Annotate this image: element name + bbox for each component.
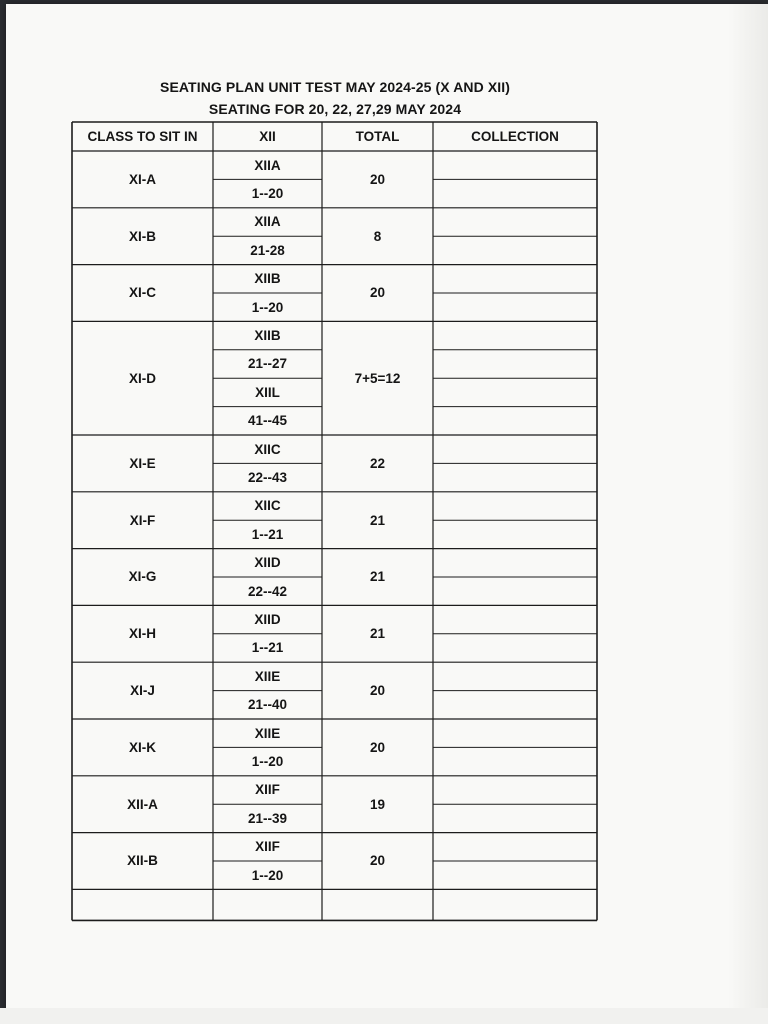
section-cell: XIIC bbox=[254, 441, 281, 457]
section-cell: 1--21 bbox=[251, 640, 284, 656]
header-xii: XII bbox=[259, 129, 276, 144]
class-cell: XI-C bbox=[129, 285, 156, 301]
class-cell: XI-F bbox=[129, 512, 156, 528]
class-cell: XI-B bbox=[129, 228, 156, 244]
class-cell: XII-A bbox=[127, 796, 158, 812]
section-cell: XIIA bbox=[254, 214, 281, 230]
header-collection: COLLECTION bbox=[471, 129, 559, 144]
total-cell: 20 bbox=[369, 171, 386, 187]
section-cell: XIIB bbox=[254, 271, 281, 287]
section-cell: 21--40 bbox=[247, 697, 288, 713]
section-cell: 1--21 bbox=[251, 526, 284, 542]
total-cell: 21 bbox=[369, 626, 386, 642]
section-cell: 22--43 bbox=[247, 470, 288, 486]
section-cell: XIIL bbox=[255, 384, 280, 400]
class-cell: XI-D bbox=[129, 370, 156, 386]
total-cell: 22 bbox=[369, 455, 386, 471]
total-cell: 21 bbox=[369, 512, 386, 528]
total-cell: 20 bbox=[369, 683, 386, 699]
total-cell: 20 bbox=[369, 285, 386, 301]
section-cell: 21-28 bbox=[250, 242, 285, 258]
section-cell: 1--20 bbox=[251, 867, 284, 883]
section-cell: 1--20 bbox=[251, 186, 284, 202]
section-cell: XIIF bbox=[255, 782, 280, 798]
section-cell: 1--20 bbox=[251, 299, 284, 315]
section-cell: XIIB bbox=[254, 328, 281, 344]
total-cell: 20 bbox=[369, 739, 386, 755]
title-line-1: SEATING PLAN UNIT TEST MAY 2024-25 (X AND XII) bbox=[160, 79, 510, 95]
class-cell: XII-B bbox=[127, 853, 158, 869]
section-cell: 1--20 bbox=[251, 754, 284, 770]
section-cell: 41--45 bbox=[247, 413, 288, 429]
class-cell: XI-J bbox=[130, 683, 155, 699]
class-cell: XI-K bbox=[129, 739, 156, 755]
header-class: CLASS TO SIT IN bbox=[87, 129, 198, 144]
section-cell: 21--27 bbox=[247, 356, 288, 372]
class-cell: XI-A bbox=[129, 171, 156, 187]
section-cell: 22--42 bbox=[247, 583, 288, 599]
page-edge bbox=[0, 1008, 768, 1024]
class-cell: XI-G bbox=[128, 569, 157, 585]
title-line-2: SEATING FOR 20, 22, 27,29 MAY 2024 bbox=[208, 101, 462, 117]
class-cell: XI-E bbox=[129, 455, 156, 471]
section-cell: XIID bbox=[254, 555, 281, 571]
total-cell: 7+5=12 bbox=[354, 370, 401, 386]
total-cell: 20 bbox=[369, 853, 386, 869]
section-cell: XIIC bbox=[254, 498, 281, 514]
header-total: TOTAL bbox=[355, 129, 400, 144]
total-cell: 19 bbox=[369, 796, 386, 812]
section-cell: XIIA bbox=[254, 157, 281, 173]
class-cell: XI-H bbox=[129, 626, 156, 642]
section-cell: XIIE bbox=[254, 725, 281, 741]
section-cell: XIID bbox=[254, 612, 281, 628]
section-cell: XIIF bbox=[255, 839, 280, 855]
total-cell: 21 bbox=[369, 569, 386, 585]
section-cell: XIIE bbox=[254, 668, 281, 684]
total-cell: 8 bbox=[373, 228, 382, 244]
section-cell: 21--39 bbox=[247, 810, 288, 826]
